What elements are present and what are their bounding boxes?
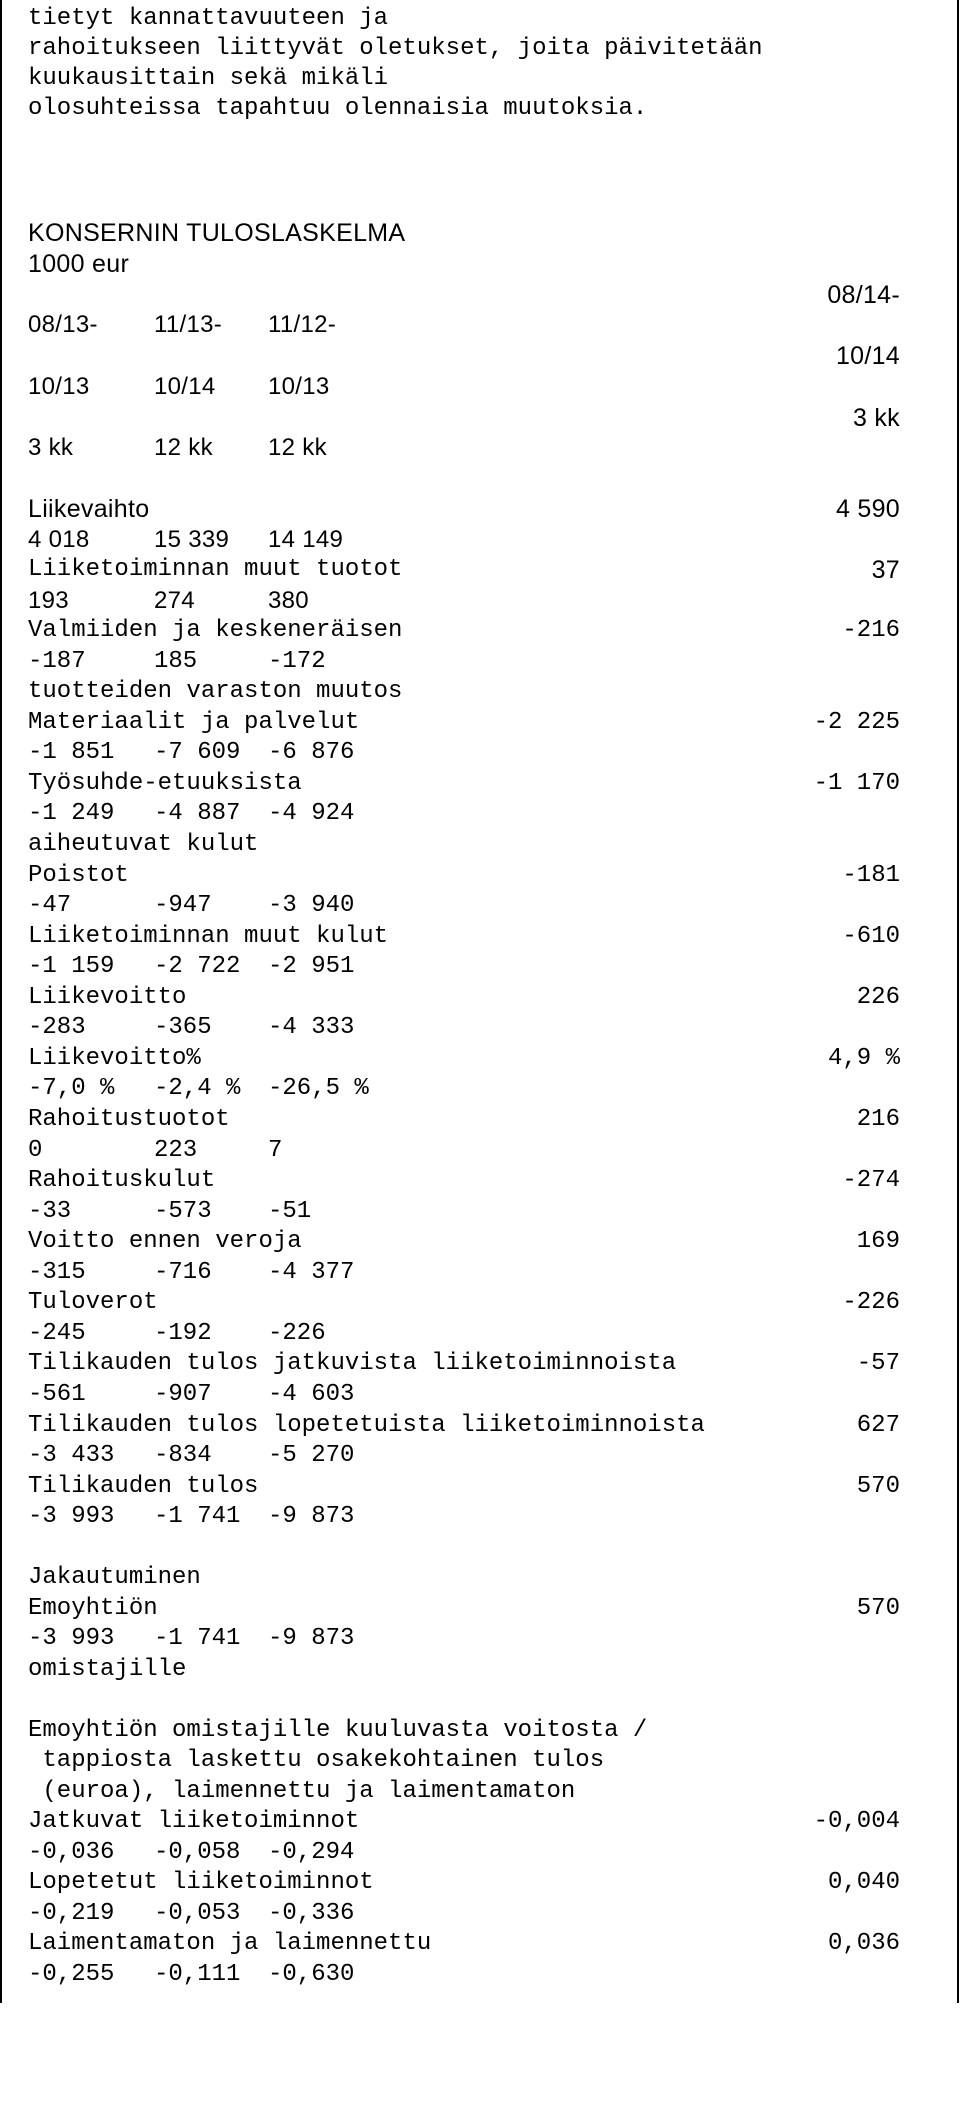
- row-value: -947: [154, 892, 212, 919]
- row-value: 7: [268, 1137, 283, 1164]
- row-value: -0,294: [268, 1839, 355, 1866]
- eps-heading-line: tappiosta laskettu osakekohtainen tulos: [28, 1747, 605, 1774]
- row-label: Lopetetut liiketoiminnot: [28, 1869, 374, 1896]
- row-value: -4 603: [268, 1381, 355, 1408]
- row-value: -0,255: [28, 1961, 115, 1988]
- row-label: Tilikauden tulos lopetetuista liiketoiminnoista: [28, 1412, 705, 1439]
- row-label: Jatkuvat liiketoiminnot: [28, 1808, 360, 1835]
- row-label: Liikevoitto%: [28, 1045, 201, 1072]
- row-label: Voitto ennen veroja: [28, 1228, 302, 1255]
- row-values: [28, 1960, 355, 2110]
- row-label: Materiaalit ja palvelut: [28, 709, 360, 736]
- row-value: -26,5 %: [268, 1075, 369, 1102]
- row-value: -192: [154, 1320, 212, 1347]
- row-value: -1 249: [28, 800, 115, 827]
- period-header: 3 kk: [28, 434, 74, 461]
- intro-line: olosuhteissa tapahtuu olennaisia muutoksia.: [28, 95, 648, 122]
- eps-heading-line: (euroa), laimennettu ja laimentamaton: [28, 1778, 576, 1805]
- eps-heading-line: Emoyhtiön omistajille kuuluvasta voitosta /: [28, 1717, 648, 1744]
- row-value: -4 377: [268, 1259, 355, 1286]
- row-label: Työsuhde-etuuksista: [28, 770, 302, 797]
- statement-title: KONSERNIN TULOSLASKELMA: [28, 219, 406, 247]
- row-value: 14 149: [268, 526, 344, 553]
- row-value: -0,630: [268, 1961, 355, 1988]
- row-value: 223: [154, 1137, 198, 1164]
- row-value: -561: [28, 1381, 86, 1408]
- row-value: -3 993: [28, 1625, 115, 1652]
- row-current-value: -181: [842, 862, 900, 889]
- row-label: Poistot: [28, 862, 129, 889]
- row-value: 380: [268, 587, 309, 614]
- row-value: -3 433: [28, 1442, 115, 1469]
- row-value: 0: [28, 1137, 43, 1164]
- row-label: Liikevaihto: [28, 495, 150, 523]
- row-label: Tilikauden tulos: [28, 1473, 259, 1500]
- allocation-heading: Jakautuminen: [28, 1564, 201, 1591]
- row-value: -4 333: [268, 1014, 355, 1041]
- intro-line: rahoitukseen liittyvät oletukset, joita päivitetään: [28, 35, 763, 62]
- period-header: 10/13: [28, 373, 90, 400]
- row-label-continuation: tuotteiden varaston muutos: [28, 678, 403, 705]
- period-header: 11/12-: [268, 311, 337, 338]
- period-header: 12 kk: [268, 434, 327, 461]
- row-current-value: 4,9 %: [827, 1045, 900, 1072]
- row-value: -33: [28, 1198, 72, 1225]
- row-value: -9 873: [268, 1625, 355, 1652]
- row-value: -7 609: [154, 739, 241, 766]
- row-value: 15 339: [154, 526, 230, 553]
- row-value: -0,058: [154, 1839, 241, 1866]
- row-label: Liiketoiminnan muut kulut: [28, 923, 389, 950]
- row-value: -1 741: [154, 1625, 241, 1652]
- row-value: -187: [28, 648, 86, 675]
- row-value: -5 270: [268, 1442, 355, 1469]
- row-current-value: -1 170: [813, 770, 900, 797]
- row-value: -907: [154, 1381, 212, 1408]
- row-label: Tilikauden tulos jatkuvista liiketoiminnoista: [28, 1350, 677, 1377]
- intro-line: tietyt kannattavuuteen ja: [28, 5, 389, 32]
- current-period-line2: 10/14: [835, 342, 900, 370]
- row-value: -0,111: [154, 1961, 241, 1988]
- row-current-value: 570: [856, 1473, 900, 1500]
- row-value: -365: [154, 1014, 212, 1041]
- period-header: 08/13-: [28, 311, 98, 338]
- row-value: 193: [28, 587, 69, 614]
- row-value: -6 876: [268, 739, 355, 766]
- row-value: -0,336: [268, 1900, 355, 1927]
- period-header: 12 kk: [154, 434, 213, 461]
- row-label-continuation: omistajille: [28, 1656, 187, 1683]
- row-value: -7,0 %: [28, 1075, 115, 1102]
- row-current-value: -2 225: [813, 709, 900, 736]
- row-current-value: -216: [842, 617, 900, 644]
- row-value: -2 951: [268, 953, 355, 980]
- row-value: -0,219: [28, 1900, 115, 1927]
- row-value: -172: [268, 648, 326, 675]
- row-value: -3 940: [268, 892, 355, 919]
- row-current-value: 169: [856, 1228, 900, 1255]
- row-current-value: -0,004: [813, 1808, 900, 1835]
- row-current-value: 570: [856, 1595, 900, 1622]
- row-current-value: 4 590: [835, 495, 900, 523]
- current-period-line1: 08/14-: [827, 281, 900, 309]
- row-value: -245: [28, 1320, 86, 1347]
- row-value: 274: [154, 587, 195, 614]
- current-period-line3: 3 kk: [852, 404, 900, 432]
- row-current-value: 627: [856, 1412, 900, 1439]
- row-label: Tuloverot: [28, 1289, 158, 1316]
- row-current-value: 0,040: [827, 1869, 900, 1896]
- statement-unit: 1000 eur: [28, 250, 130, 278]
- row-value: -3 993: [28, 1503, 115, 1530]
- period-header: 10/13: [268, 373, 330, 400]
- row-value: -51: [268, 1198, 312, 1225]
- row-value: -1 741: [154, 1503, 241, 1530]
- intro-line: kuukausittain sekä mikäli: [28, 65, 389, 92]
- row-label: Rahoituskulut: [28, 1167, 216, 1194]
- row-current-value: -226: [842, 1289, 900, 1316]
- row-value: -2 722: [154, 953, 241, 980]
- row-current-value: 226: [856, 984, 900, 1011]
- row-value: -283: [28, 1014, 86, 1041]
- row-value: -4 924: [268, 800, 355, 827]
- period-header: 10/14: [154, 373, 216, 400]
- row-value: -834: [154, 1442, 212, 1469]
- row-value: -716: [154, 1259, 212, 1286]
- row-value: -226: [268, 1320, 326, 1347]
- row-value: -4 887: [154, 800, 241, 827]
- row-value: -1 851: [28, 739, 115, 766]
- row-value: -0,036: [28, 1839, 115, 1866]
- row-value: 4 018: [28, 526, 90, 553]
- row-value: -1 159: [28, 953, 115, 980]
- row-current-value: 37: [871, 556, 900, 584]
- row-value: 185: [154, 648, 198, 675]
- row-label: Laimentamaton ja laimennettu: [28, 1930, 432, 1957]
- row-current-value: -57: [856, 1350, 900, 1377]
- row-value: -573: [154, 1198, 212, 1225]
- row-value: -47: [28, 892, 72, 919]
- row-value: -315: [28, 1259, 86, 1286]
- row-label-continuation: aiheutuvat kulut: [28, 831, 259, 858]
- row-current-value: -610: [842, 923, 900, 950]
- row-value: -2,4 %: [154, 1075, 241, 1102]
- row-label: Liiketoiminnan muut tuotot: [28, 556, 403, 583]
- row-value: -0,053: [154, 1900, 241, 1927]
- row-label: Liikevoitto: [28, 984, 187, 1011]
- row-current-value: -274: [842, 1167, 900, 1194]
- row-label: Emoyhtiön: [28, 1595, 158, 1622]
- period-header: 11/13-: [154, 311, 223, 338]
- row-label: Rahoitustuotot: [28, 1106, 230, 1133]
- row-value: -9 873: [268, 1503, 355, 1530]
- row-current-value: 216: [856, 1106, 900, 1133]
- row-current-value: 0,036: [827, 1930, 900, 1957]
- row-label: Valmiiden ja keskeneräisen: [28, 617, 403, 644]
